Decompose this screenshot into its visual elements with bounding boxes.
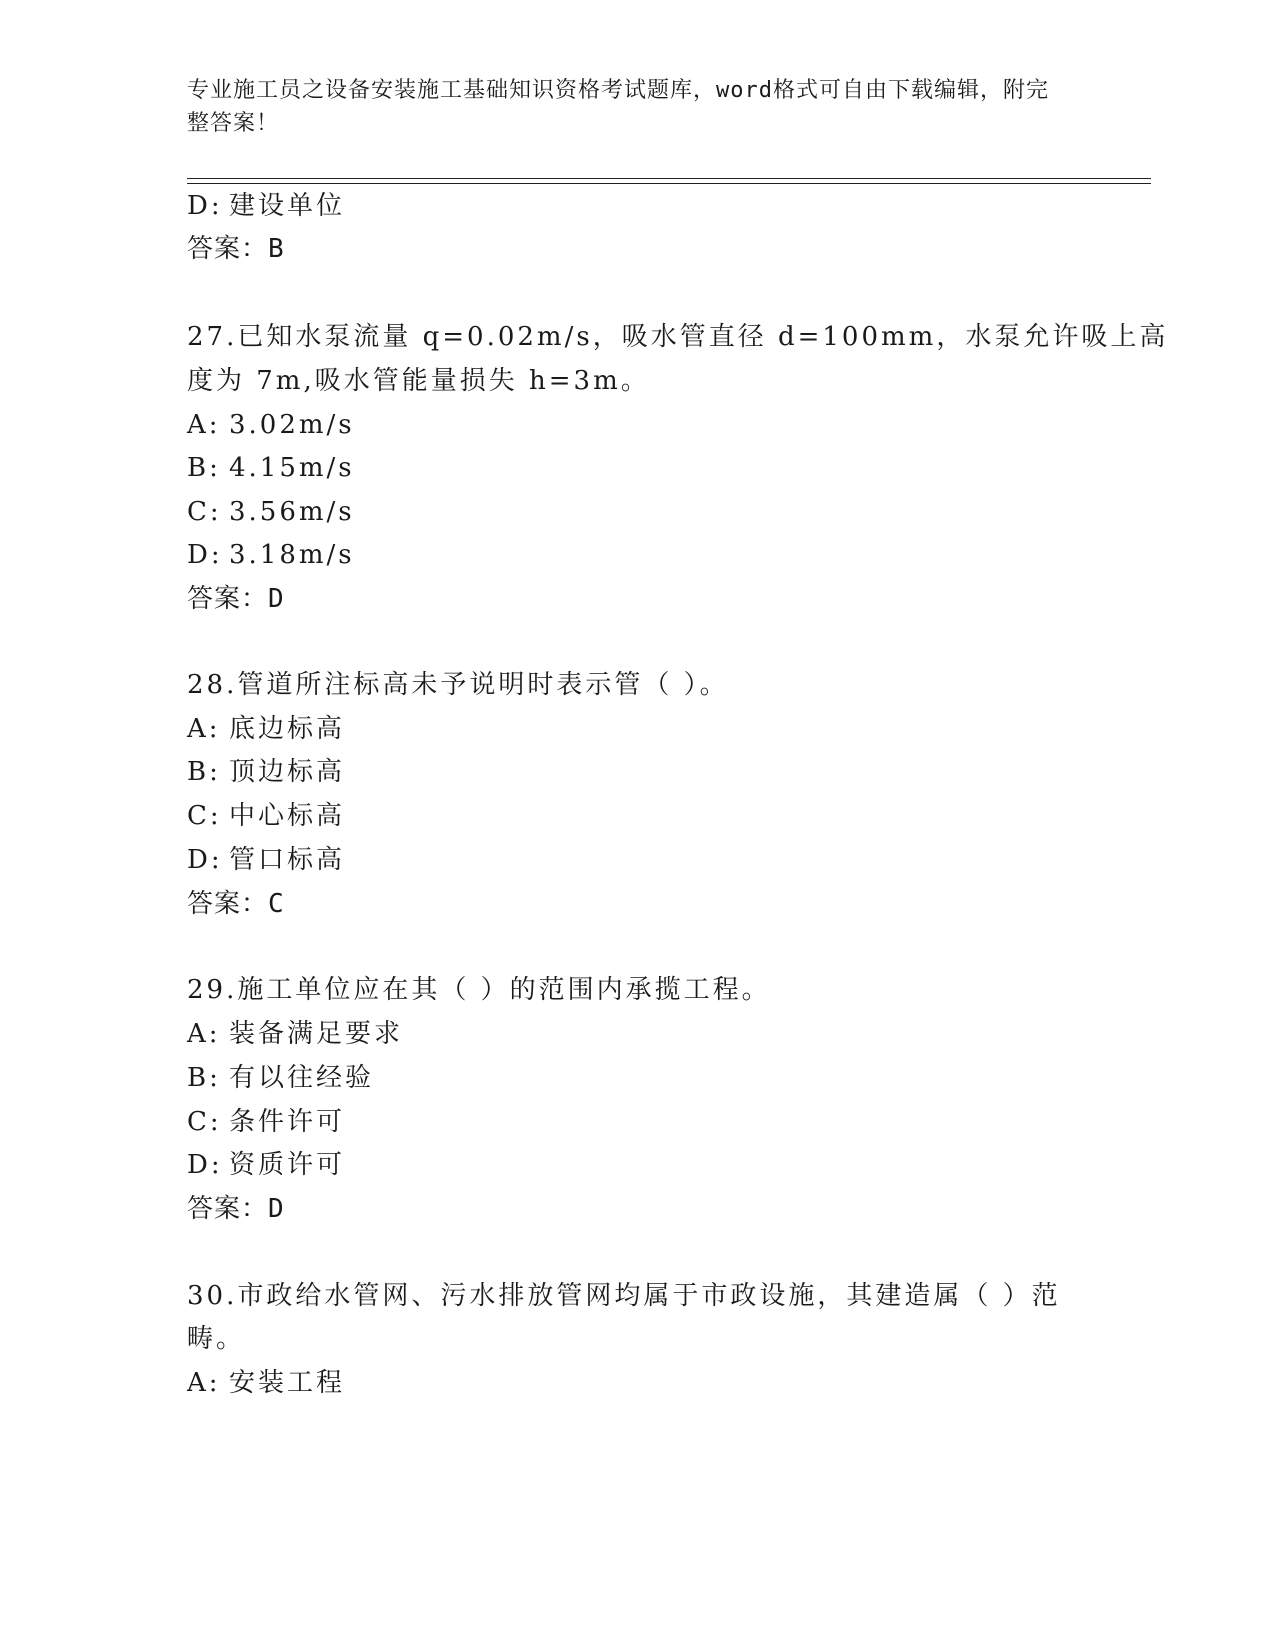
option-label: B:	[187, 453, 221, 483]
option-label: C:	[187, 801, 222, 831]
option-row	[187, 753, 345, 791]
question-text-continued: 度为 7m,吸水管能量损失 h=3m。	[187, 366, 650, 396]
option-text: 建设单位	[229, 191, 346, 221]
option-text: 3.02m/s	[229, 410, 355, 440]
option-text: 条件许可	[229, 1107, 346, 1137]
option-label: B:	[187, 1063, 221, 1093]
header-rule-top	[187, 178, 1151, 179]
option-label: A:	[187, 1019, 221, 1049]
page-header: 专业施工员之设备安装施工基础知识资格考试题库，word格式可自由下载编辑，附完整答案！	[187, 78, 1049, 136]
option-text: 安装工程	[229, 1368, 346, 1398]
option-label: D:	[187, 1150, 223, 1180]
option-text: 3.18m/s	[229, 540, 355, 570]
answer-line: 答案：B	[187, 234, 285, 264]
option-row	[187, 536, 355, 574]
option-row	[187, 841, 345, 879]
option-row	[187, 449, 355, 487]
option-label: C:	[187, 1107, 222, 1137]
answer-line: 答案：C	[187, 889, 285, 919]
option-row	[187, 493, 355, 531]
option-row	[187, 1364, 345, 1402]
header-rule-bottom	[187, 183, 1151, 184]
option-text: 3.56m/s	[229, 497, 355, 527]
option-text: 资质许可	[229, 1150, 346, 1180]
question-text: 28.管道所注标高未予说明时表示管（ ）。	[187, 670, 729, 700]
option-row	[187, 1146, 345, 1184]
option-row	[187, 406, 355, 444]
option-row	[187, 797, 345, 835]
question-text-continued: 畴。	[187, 1324, 246, 1354]
option-row	[187, 1103, 345, 1141]
option-label: A:	[187, 1368, 221, 1398]
option-label: C:	[187, 497, 222, 527]
option-label: A:	[187, 714, 221, 744]
option-label: D:	[187, 540, 223, 570]
option-label: D:	[187, 191, 223, 221]
option-row	[187, 187, 345, 225]
question-text: 29.施工单位应在其（ ）的范围内承揽工程。	[187, 975, 771, 1005]
option-text: 装备满足要求	[229, 1019, 404, 1049]
answer-line: 答案：D	[187, 584, 285, 614]
option-text: 顶边标高	[229, 757, 346, 787]
option-text: 4.15m/s	[229, 453, 355, 483]
option-text: 管口标高	[229, 845, 346, 875]
question-text: 27.已知水泵流量 q=0.02m/s，吸水管直径 d=100mm，水泵允许吸上高	[187, 322, 1169, 352]
answer-line: 答案：D	[187, 1194, 285, 1224]
option-label: B:	[187, 757, 221, 787]
question-text: 30.市政给水管网、污水排放管网均属于市政设施，其建造属（ ）范	[187, 1281, 1061, 1311]
option-label: A:	[187, 410, 221, 440]
option-row	[187, 710, 345, 748]
option-row	[187, 1015, 403, 1053]
option-text: 中心标高	[229, 801, 346, 831]
option-row	[187, 1059, 374, 1097]
option-text: 有以往经验	[229, 1063, 375, 1093]
option-label: D:	[187, 845, 223, 875]
option-text: 底边标高	[229, 714, 346, 744]
